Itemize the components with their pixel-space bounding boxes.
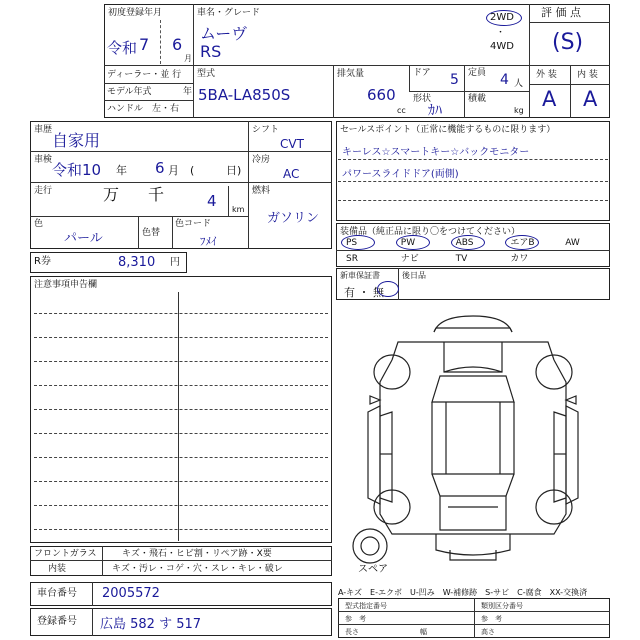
sales-points-title: セールスポイント（正常に機能するものに限ります）	[340, 125, 556, 135]
class-label: 類別区分番号	[481, 602, 523, 610]
inspection-month: 6	[155, 159, 165, 177]
fuel: ガソリン	[267, 211, 320, 226]
month-unit: 月	[184, 54, 192, 63]
notes-line	[34, 313, 328, 314]
rating-score: (S)	[552, 30, 584, 55]
capacity: 4	[500, 72, 509, 88]
insp-day-open: (	[190, 164, 195, 177]
km-unit: km	[232, 205, 245, 214]
equipment-circle	[451, 235, 485, 250]
height-label: 高さ	[481, 628, 495, 636]
notes-line	[34, 505, 328, 506]
car-grade: RS	[200, 42, 222, 61]
exterior-grade: A	[542, 87, 557, 111]
warranty-none-circle	[377, 281, 399, 297]
drive-2wd: 2WD	[490, 12, 514, 23]
shift-label: シフト	[252, 125, 280, 135]
spare-label: スペア	[358, 564, 388, 575]
color-code-label: 色コード	[175, 219, 212, 229]
sales-point-1: キーレス☆スマートキー☆バックモニター	[342, 147, 530, 158]
notes-title: 注意事項申告欄	[34, 280, 98, 290]
ac: AC	[283, 167, 300, 181]
car-name-label: 車名・グレード	[197, 8, 261, 18]
record-label: 後日品	[402, 271, 426, 280]
cc-unit: cc	[397, 106, 406, 115]
insp-day-close: 日)	[226, 164, 242, 177]
notes-line	[34, 385, 328, 386]
dealer-label: ディーラー・並 行	[107, 70, 182, 80]
type-label: 型式	[197, 69, 216, 79]
equipment-item: AW	[565, 238, 580, 248]
reg-month: 6	[172, 35, 183, 54]
color-code: ﾌﾒｲ	[200, 235, 217, 248]
recycle-amount: 8,310	[118, 255, 156, 270]
equipment-item: ABS	[455, 238, 474, 248]
drive-4wd: 4WD	[490, 41, 514, 52]
notes-line	[34, 481, 328, 482]
shift: CVT	[280, 137, 304, 151]
reg-era: 令和	[107, 39, 138, 57]
color: パール	[64, 231, 103, 246]
shape: ｶﾊ	[428, 103, 442, 119]
ac-label: 冷房	[252, 155, 271, 165]
usage-type: 自家用	[52, 131, 101, 150]
equipment-item: SR	[346, 254, 358, 264]
equipment-item: ナビ	[400, 254, 419, 264]
notes-line	[34, 361, 328, 362]
notes-line	[34, 337, 328, 338]
capacity-label: 定員	[468, 68, 487, 78]
interior-label: 内 装	[577, 70, 598, 80]
kg-unit: kg	[514, 106, 524, 115]
length-label: 長さ	[345, 628, 359, 636]
exterior-label: 外 装	[536, 70, 557, 80]
displacement-label: 排気量	[337, 69, 365, 79]
damage-legend: A-キズ E-エクボ U-凹み W-補修跡 S-サビ C-腐食 XX-交換済	[338, 588, 588, 597]
chassis-label: 車台番号	[37, 588, 77, 599]
warranty-label: 新車保証書	[340, 271, 380, 280]
model-spec-label: 型式指定番号	[345, 602, 387, 610]
drive-dot: ・	[496, 28, 506, 38]
interior-grade: A	[583, 87, 598, 111]
windshield-label: フロントガラス	[34, 549, 97, 559]
ref-label-2: 参 考	[481, 615, 502, 623]
color-label: 色	[34, 219, 44, 229]
notes-line	[34, 433, 328, 434]
car-name: ムーヴ	[200, 24, 248, 43]
warranty-value: 有 ・ 無	[344, 286, 384, 299]
model-year-label: モデル年式	[107, 87, 152, 97]
notes-line	[34, 409, 328, 410]
notes-line	[34, 529, 328, 530]
notes-line	[34, 457, 328, 458]
doors: 5	[450, 72, 459, 88]
equipment-item: カワ	[510, 254, 529, 264]
insp-month-unit: 月	[168, 164, 179, 177]
usage-type-label: 車歴	[34, 125, 53, 135]
km-value: 4	[207, 192, 217, 210]
handle-label: ハンドル 左・右	[107, 104, 180, 114]
fuel-label: 燃料	[252, 186, 271, 196]
chassis-number: 2005572	[102, 586, 160, 601]
rating-title: 評 価 点	[541, 6, 581, 19]
recycle-unit: 円	[170, 257, 180, 268]
reg-year: 7	[139, 35, 150, 54]
loading-label: 積載	[468, 94, 487, 104]
equipment-item: PW	[400, 238, 416, 248]
plate-number: 広島 582 す 517	[100, 617, 202, 632]
recycle-box	[30, 252, 187, 273]
car-diagram	[336, 302, 610, 580]
capacity-unit: 人	[514, 79, 524, 89]
interior-cond-label: 内装	[48, 564, 67, 574]
mileage-label: 走行	[34, 186, 53, 196]
equipment-circle	[341, 235, 375, 250]
car-type: 5BA-LA850S	[198, 86, 291, 104]
door-label: ドア	[413, 68, 431, 78]
insp-year-unit: 年	[116, 164, 127, 177]
equipment-circle	[396, 235, 430, 250]
tone-label: 色替	[142, 228, 161, 238]
windshield-value: キズ・飛石・ヒビ割・リペア跡・X要	[122, 549, 272, 559]
recycle-label: R券	[34, 256, 51, 267]
sen-unit: 千	[148, 185, 165, 204]
inspection-label: 車検	[34, 155, 53, 165]
ref-label-1: 参 考	[345, 615, 366, 623]
sales-point-2: パワースライドドア(両側)	[342, 169, 459, 180]
width-label: 幅	[420, 628, 427, 636]
first-reg-label: 初度登録年月	[108, 8, 163, 18]
man-unit: 万	[103, 185, 120, 204]
model-year-unit: 年	[183, 87, 193, 97]
inspection-year: 令和10	[52, 161, 102, 179]
displacement: 660	[367, 86, 396, 104]
equipment-item: PS	[346, 238, 358, 248]
interior-cond-value: キズ・汚レ・コゲ・穴・スレ・キレ・破レ	[112, 564, 283, 574]
shape-label: 形状	[413, 94, 432, 104]
equipment-item: エアB	[510, 238, 535, 248]
equipment-item: TV	[455, 254, 468, 264]
equipment-title: 装備品（純正品に限り〇をつけてください）	[340, 227, 521, 237]
plate-label: 登録番号	[37, 616, 77, 627]
